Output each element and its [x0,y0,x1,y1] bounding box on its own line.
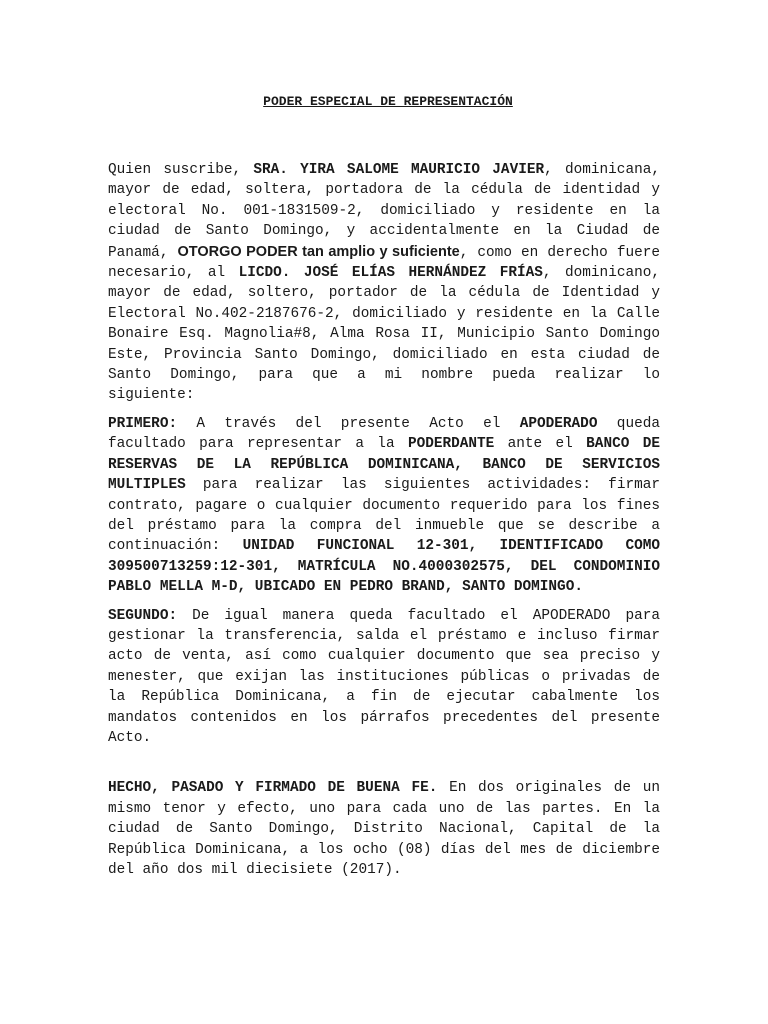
attorney-name: LICDO. JOSÉ ELÍAS HERNÁNDEZ FRÍAS [238,265,543,282]
document-title [108,92,660,112]
segundo-label: SEGUNDO: [108,607,178,624]
paragraph-grantor [108,160,660,406]
closing-label: HECHO, PASADO Y FIRMADO DE BUENA FE. [108,780,438,797]
p2-text-3: ante el [494,436,587,453]
grant-clause: OTORGO PODER tan amplio y suficiente [177,243,460,260]
document-title-text: PODER ESPECIAL DE REPRESENTACIÓN [263,94,513,109]
paragraph-closing [108,778,660,880]
bank-name: BANCO DE RESERVAS DE LA REPÚBLICA DOMINICANA, BANCO DE SERVICIOS MULTIPLES [108,436,660,494]
paragraph-primero [108,414,660,598]
primero-label: PRIMERO: [108,415,178,432]
p4-text-1: En dos originales de un mismo tenor y efecto, uno para cada uno de las partes. En la ciudad de Santo Domingo, Distrito Nacional, Capital de la República Dominicana, a los ocho (08) días del mes de diciembre del año dos mil diecisiete (2017). [108,780,661,878]
p1-text-2: , dominicana, mayor de edad, soltera, portadora de la cédula de identidad y electoral No. 001-1831509-2, domiciliado y residente en la ciudad de Santo Domingo, y accidentalmente en la Ciudad de Panamá, [108,162,660,261]
property-description: UNIDAD FUNCIONAL 12-301, IDENTIFICADO COMO 309500713259:12-301, MATRÍCULA NO.4000302575, DEL CONDOMINIO PABLO MELLA M-D, UBICADO EN PEDRO BRAND, SANTO DOMINGO. [108,538,661,596]
apoderado-term: APODERADO [519,415,598,432]
p1-text-4: , dominicano, mayor de edad, soltero, portador de la cédula de Identidad y Electoral No.402-2187676-2, domiciliado y residente en la Calle Bonaire Esq. Magnolia#8, Alma Rosa II, Municipio Santo Domingo Este, Provincia Santo Domingo, domiciliado en esta ciudad de Santo Domingo, para que a mi nombre pueda realizar lo siguiente: [108,265,661,404]
p1-text-1: Quien suscribe, [108,162,254,178]
p2-text-1: A través del presente Acto el [177,415,520,432]
poderdante-term: PODERDANTE [407,436,495,453]
p1-text-3: , como en derecho fuere necesario, al [108,244,661,282]
p2-text-4: para realizar las siguientes actividades: firmar contrato, pagare o cualquier documento requerido para los fines del préstamo para la compra del inmueble que se describe a continuación: [108,477,660,555]
grantor-name: SRA. YIRA SALOME MAURICIO JAVIER [253,162,545,178]
p2-text-2: queda facultado para representar a la [108,415,660,453]
paragraph-segundo [108,606,660,749]
p3-text-1: De igual manera queda facultado el APODERADO para gestionar la transferencia, salda el préstamo e incluso firmar acto de venta, así como cualquier documento que sea preciso y menester, que exijan las instituciones públicas o privadas de la República Dominicana, a fin de ejecutar cabalmente los mandatos contenidos en los párrafos precedentes del presente Acto. [108,607,660,746]
